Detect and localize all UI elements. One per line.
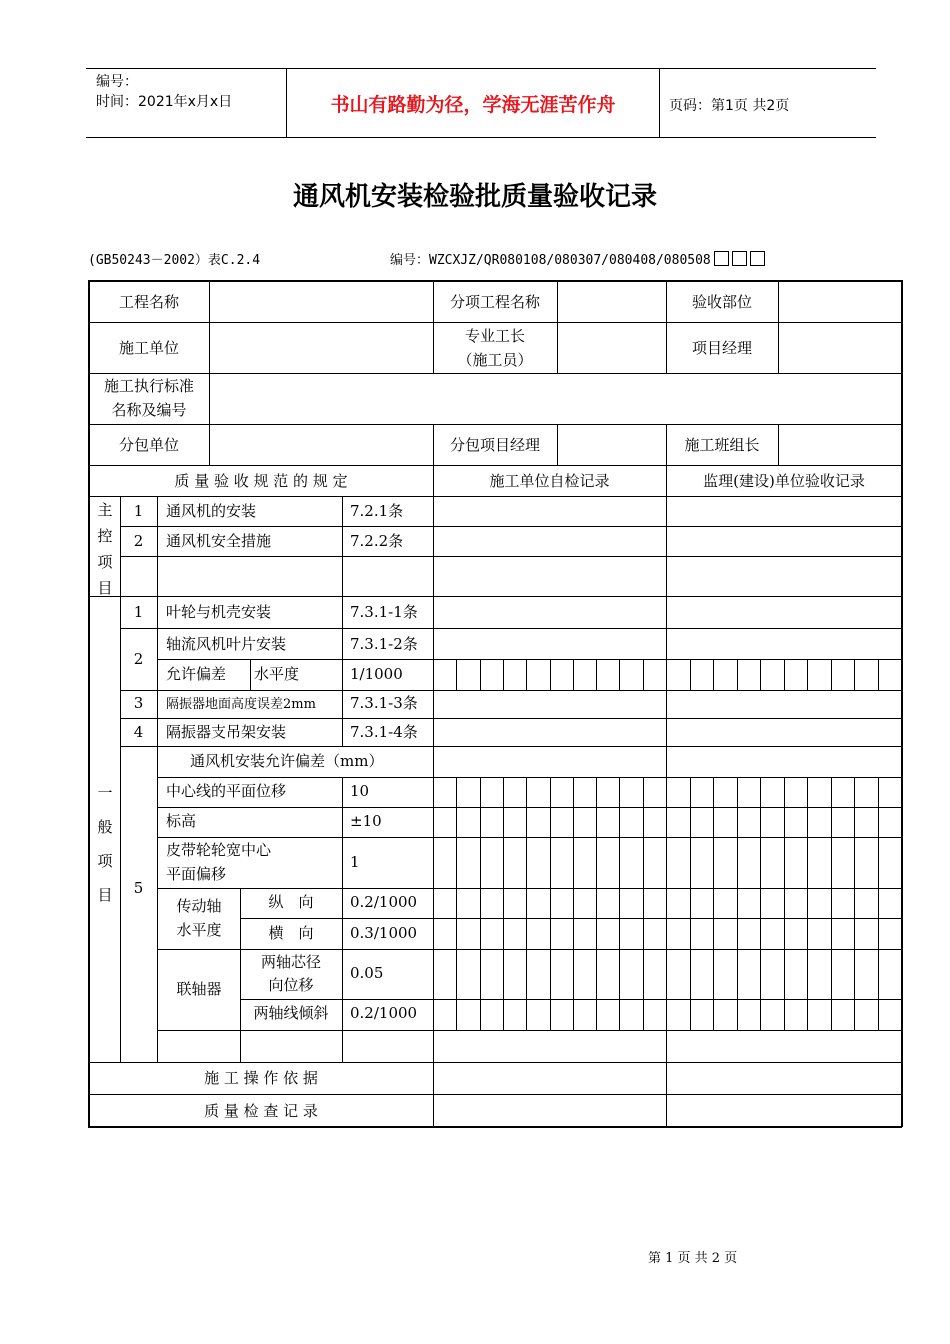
general-label-char: 般 [97,818,113,836]
grid-line [157,496,158,597]
grid-line [854,777,855,1031]
standard-label-2: 名称及编号 [111,401,187,419]
grid-line [480,777,481,1031]
grid-line [573,659,574,691]
grid-line [88,1126,902,1128]
grid-line [619,659,620,691]
grid-line [878,659,879,691]
team-leader-label: 施工班组长 [684,436,760,454]
grid-line [342,596,343,747]
document-title: 通风机安装检验批质量验收记录 [292,182,657,212]
grid-line [503,777,504,1031]
grid-line [760,777,761,1031]
belt-label-1: 皮带轮轮宽中心 [166,841,272,859]
general-item-clause: 7.3.1-4条 [350,723,418,741]
general-item-no: 5 [133,879,144,897]
grid-line [120,556,902,557]
center-offset-label: 中心线的平面位移 [166,782,287,800]
main-item-no: 2 [133,532,144,550]
standard-label-1: 施工执行标准 [103,377,194,395]
grid-line [807,659,808,691]
grid-line [737,659,738,691]
grid-line [596,777,597,1031]
general-items-label [96,776,114,912]
grid-line [120,628,902,629]
transverse-label: 横 向 [268,924,314,942]
grid-line [250,659,251,691]
tolerance-label: 允许偏差 [166,665,227,683]
page-footer: 第 1 页 共 2 页 [648,1251,738,1266]
deviation-heading: 通风机安装允许偏差（mm） [190,752,384,770]
grid-line [209,373,210,425]
project-name-label: 工程名称 [118,293,179,311]
grid-line [831,777,832,1031]
main-label-char: 控 [97,527,113,545]
motto: 书山有路勤为径，学海无涯苦作舟 [287,69,660,137]
grid-line [713,659,714,691]
operation-basis-label: 施 工 操 作 依 据 [204,1069,318,1087]
grid-line [157,888,902,889]
shaft-label-2: 水平度 [176,921,222,939]
radial-label-2: 向位移 [268,976,314,994]
grid-line [480,659,481,691]
foreman-label-2: （施工员） [457,351,533,369]
time-label: 时间：2021年x月x日 [96,94,233,110]
radial-label-1: 两轴芯径 [260,953,321,971]
general-label-char: 一 [97,784,113,802]
grid-line [88,373,902,374]
main-label-char: 主 [97,501,113,519]
main-label-char: 目 [97,579,113,597]
general-label-char: 目 [97,886,113,904]
grid-line [342,777,343,1063]
grid-line [690,777,691,1031]
grid-line [157,777,902,778]
belt-label-2: 平面偏移 [166,865,227,883]
grid-line [88,1094,902,1095]
grid-line [854,659,855,691]
grid-line [878,777,879,1031]
transverse-value: 0.3/1000 [350,924,418,942]
acceptance-part-label: 验收部位 [691,293,752,311]
grid-line [88,465,902,466]
supervision-column-header: 监理(建设)单位验收记录 [703,472,865,490]
main-item-name: 通风机的安装 [166,502,257,520]
grid-line [157,659,902,660]
tilt-value: 0.2/1000 [350,1004,418,1022]
general-item-name: 隔振器地面高度误差2mm [166,697,316,712]
general-item-name: 叶轮与机壳安装 [166,603,272,621]
grid-line [526,659,527,691]
number-label: 编号： [96,74,138,90]
grid-line [342,496,343,597]
grid-line [784,777,785,1031]
general-item-no: 2 [133,650,144,668]
grid-line [88,596,902,597]
grid-line [240,918,902,919]
elevation-label: 标高 [166,812,197,830]
grid-line [157,807,902,808]
grid-line [550,659,551,691]
radial-value: 0.05 [350,964,384,982]
levelness-value: 1/1000 [350,665,403,683]
grid-line [88,280,902,282]
grid-line [120,526,902,527]
main-item-clause: 7.2.1条 [350,502,404,520]
grid-line [209,280,210,374]
sub-manager-label: 分包项目经理 [449,436,540,454]
grid-line [666,465,667,1127]
grid-line [120,718,902,719]
grid-line [209,424,210,466]
grid-line [784,659,785,691]
main-item-no: 1 [133,502,144,520]
shaft-label-1: 传动轴 [176,897,222,915]
record-code-text: 编号：WZCXJZ/QR080108/080307/080408/080508 [390,253,711,268]
grid-line [573,777,574,1031]
main-label-char: 项 [97,553,113,571]
general-item-clause: 7.3.1-3条 [350,694,418,712]
construction-unit-label: 施工单位 [118,339,179,357]
elevation-value: ±10 [350,812,382,830]
grid-line [778,424,779,466]
main-item-clause: 7.2.2条 [350,532,404,550]
main-items-label [96,497,114,601]
grid-line [157,1030,902,1031]
grid-line [503,659,504,691]
quality-record-label: 质 量 检 查 记 录 [204,1102,318,1120]
grid-line [557,424,558,466]
general-item-no: 1 [133,603,144,621]
grid-line [831,659,832,691]
grid-line [88,424,902,425]
grid-line [526,777,527,1031]
grid-line [550,777,551,1031]
center-offset-value: 10 [350,782,370,800]
grid-line [760,659,761,691]
grid-line [88,322,902,323]
levelness-label: 水平度 [254,665,300,683]
longitudinal-label: 纵 向 [268,893,314,911]
longitudinal-value: 0.2/1000 [350,893,418,911]
grid-line [456,659,457,691]
grid-line [737,777,738,1031]
grid-line [88,496,902,497]
grid-line [643,659,644,691]
grid-line [778,280,779,374]
grid-line [619,777,620,1031]
grid-line [88,1062,902,1063]
project-manager-label: 项目经理 [691,339,752,357]
coupling-label: 联轴器 [176,980,222,998]
spec-column-header: 质 量 验 收 规 范 的 规 定 [174,472,348,490]
grid-line [240,999,902,1000]
general-item-clause: 7.3.1-1条 [350,603,418,621]
general-label-char: 项 [97,852,113,870]
grid-line [456,777,457,1031]
sub-project-label: 分项工程名称 [449,293,540,311]
subcontractor-label: 分包单位 [118,436,179,454]
grid-line [433,465,434,1127]
grid-line [713,777,714,1031]
belt-value: 1 [350,853,360,871]
general-item-no: 4 [133,723,144,741]
self-check-column-header: 施工单位自检记录 [489,472,610,490]
grid-line [643,777,644,1031]
grid-line [690,659,691,691]
grid-line [120,746,902,747]
page-info: 页码：第1页 共2页 [669,98,790,114]
general-item-no: 3 [133,694,144,712]
tilt-label: 两轴线倾斜 [253,1004,329,1022]
grid-line [807,777,808,1031]
grid-line [557,280,558,374]
main-item-name: 通风机安全措施 [166,532,272,550]
general-item-clause: 7.3.1-2条 [350,635,418,653]
general-item-name: 轴流风机叶片安装 [166,635,287,653]
general-item-name: 隔振器支吊架安装 [166,723,287,741]
grid-line [157,949,902,950]
standard-ref: (GB50243－2002）表C.2.4 [88,253,261,268]
grid-line [596,659,597,691]
grid-line [157,837,902,838]
foreman-label-1: 专业工长 [464,327,525,345]
